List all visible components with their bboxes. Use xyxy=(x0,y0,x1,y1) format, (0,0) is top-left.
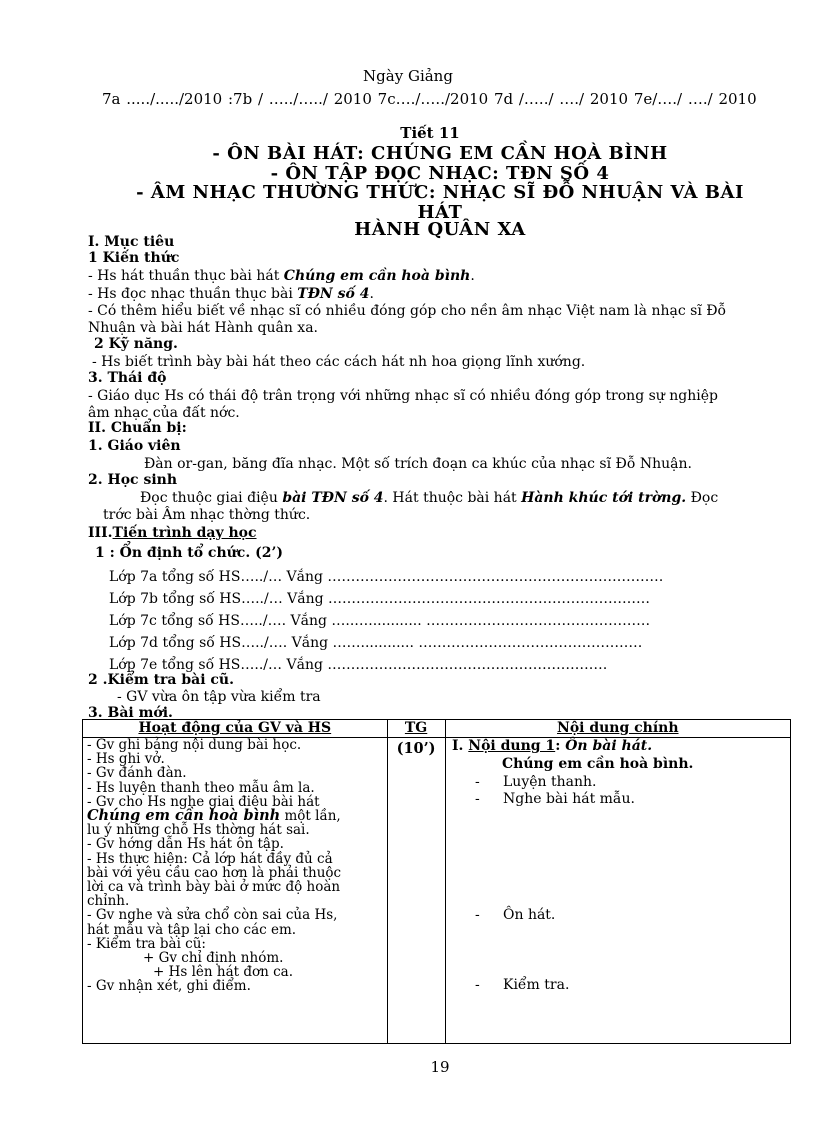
organization-heading: 1 : Ổn định tổ chức. (2’) xyxy=(95,545,283,561)
lesson-title-line-2: - ÔN TẬP ĐỌC NHẠC: TĐN SỐ 4 xyxy=(270,163,610,184)
content-item: - Luyện thanh. xyxy=(475,774,597,790)
activity-line: - Gv ghi bảng nội dung bài học. xyxy=(87,737,302,753)
lesson-title-line-1: - ÔN BÀI HÁT: CHÚNG EM CẦN HOÀ BÌNH xyxy=(212,143,668,164)
activity-line: - Kiểm tra bài cũ: xyxy=(87,935,206,952)
attitude-line-1: - Giáo dục Hs có thái độ trân trọng với những nhạc sĩ có nhiều đóng góp trong sự nghiệp xyxy=(88,388,718,404)
student-heading: 2. Học sinh xyxy=(88,472,178,488)
activity-line: bài với yêu cầu cao hơn là phải thuộc xyxy=(87,864,342,881)
student-prep-line-2: trớc bài Âm nhạc thờng thức. xyxy=(103,507,311,523)
review-line: - GV vừa ôn tập vừa kiểm tra xyxy=(117,689,321,705)
class-dates: 7a ...../...../2010 :7b / …../…../ 2010 7c…./…../2010 7d /…../ …./ 2010 7e/…./ …./ 2010 xyxy=(102,90,757,108)
teacher-heading: 1. Giáo viên xyxy=(88,438,181,454)
activity-line: lu ý những chỗ Hs thờng hát sai. xyxy=(87,822,310,839)
time-cell: (10’) xyxy=(387,738,445,1044)
activity-line: - Gv cho Hs nghe giai điệu bài hát xyxy=(87,793,320,810)
attitude-heading: 3. Thái độ xyxy=(88,370,167,386)
activity-line: lời ca và trình bày bài ở mức độ hoàn xyxy=(87,879,341,896)
activity-line: hát mẫu và tập lại cho các em. xyxy=(87,921,297,938)
activity-line: - Gv nhận xét, ghi điểm. xyxy=(87,978,251,995)
activity-line: - Hs luyện thanh theo mẫu âm la. xyxy=(87,779,315,796)
knowledge-line-1: - Hs hát thuần thục bài hát Chúng em cần hoà bình. xyxy=(88,268,475,284)
lesson-title-line-3: - ÂM NHẠC THƯỜNG THỨC: NHẠC SĨ ĐỖ NHUẬN VÀ BÀI xyxy=(136,182,744,203)
teaching-date-label: Ngày Giảng xyxy=(363,67,453,85)
attendance-row-7e: Lớp 7e tổng số HS…../… Vắng …………………………………………………… xyxy=(109,657,608,673)
student-prep-line-1: Đọc thuộc giai điệu bài TĐN số 4. Hát thuộc bài hát Hành khúc tới trờng. Đọc xyxy=(140,490,719,506)
attendance-row-7d: Lớp 7d tổng số HS…../…. Vắng ……............ ………………………………………… xyxy=(109,635,643,651)
table-header-row xyxy=(83,720,791,738)
header-activities: Hoạt động của GV và HS xyxy=(83,720,388,738)
content-item: - Kiểm tra. xyxy=(475,977,570,993)
header-time: TG xyxy=(387,720,445,738)
lesson-title-line-4: HÁT xyxy=(417,202,463,223)
activity-line: Chúng em cần hoà bình một lần, xyxy=(87,807,341,825)
activity-sub-step: + Gv chỉ định nhóm. xyxy=(143,950,284,967)
content-item: - Ôn hát. xyxy=(475,907,556,923)
attendance-row-7c: Lớp 7c tổng số HS…../…. Vắng …..…............ ………………………………………… xyxy=(109,613,651,629)
attendance-row-7b: Lớp 7b tổng số HS…../… Vắng …………………………………………………………… xyxy=(109,591,651,607)
lesson-title-line-5: HÀNH QUÂN XA xyxy=(354,219,526,240)
activities-cell xyxy=(83,738,388,1044)
activity-line: - Gv hớng dẫn Hs hát ôn tập. xyxy=(87,836,284,853)
header-content: Nội dung chính xyxy=(445,720,790,738)
content-heading: I. Nội dung 1: Ôn bài hát. xyxy=(452,738,653,754)
skills-line-1: - Hs biết trình bày bài hát theo các cách hát nh hoa giọng lĩnh xướng. xyxy=(92,354,586,370)
knowledge-line-4: Nhuận và bài hát Hành quân xa. xyxy=(88,320,319,336)
attendance-list xyxy=(109,566,663,676)
process-heading: III.Tiến trình dạy học xyxy=(88,525,257,541)
attendance-row-7a: Lớp 7a tổng số HS…../… Vắng ……………………………………………………………… xyxy=(109,569,664,585)
knowledge-line-2: - Hs đọc nhạc thuần thục bài TĐN số 4. xyxy=(88,286,374,302)
lesson-number: Tiết 11 xyxy=(400,124,460,142)
table-row xyxy=(83,738,791,1044)
skills-heading: 2 Kỹ năng. xyxy=(94,336,178,352)
content-item: - Nghe bài hát mẫu. xyxy=(475,791,635,807)
activity-line: - Hs thực hiện: Cả lớp hát đầy đủ cả xyxy=(87,850,333,867)
objectives-heading: I. Mục tiêu xyxy=(88,234,175,250)
content-song-title: Chúng em cần hoà bình. xyxy=(502,756,694,772)
activity-line: - Gv đánh đàn. xyxy=(87,765,187,782)
knowledge-heading: 1 Kiến thức xyxy=(88,250,180,266)
activity-sub-step: + Hs lên hát đơn ca. xyxy=(153,964,294,981)
activity-line: - Gv nghe và sửa chổ còn sai của Hs, xyxy=(87,907,338,924)
new-lesson-heading: 3. Bài mới. xyxy=(88,705,173,721)
review-heading: 2 .Kiểm tra bài cũ. xyxy=(88,672,234,688)
knowledge-line-3: - Có thêm hiểu biết về nhạc sĩ có nhiều đóng góp cho nền âm nhạc Việt nam là nhạc sĩ Đỗ xyxy=(88,303,727,319)
attitude-line-2: âm nhạc của đất nớc. xyxy=(88,405,240,421)
page-number: 19 xyxy=(430,1058,450,1076)
activity-line: - Hs ghi vở. xyxy=(87,751,165,768)
teacher-materials: Đàn or-gan, băng đĩa nhạc. Một số trích đoạn ca khúc của nhạc sĩ Đỗ Nhuận. xyxy=(144,456,692,472)
preparation-heading: II. Chuẩn bị: xyxy=(88,420,187,436)
activity-line: chỉnh. xyxy=(87,893,130,910)
